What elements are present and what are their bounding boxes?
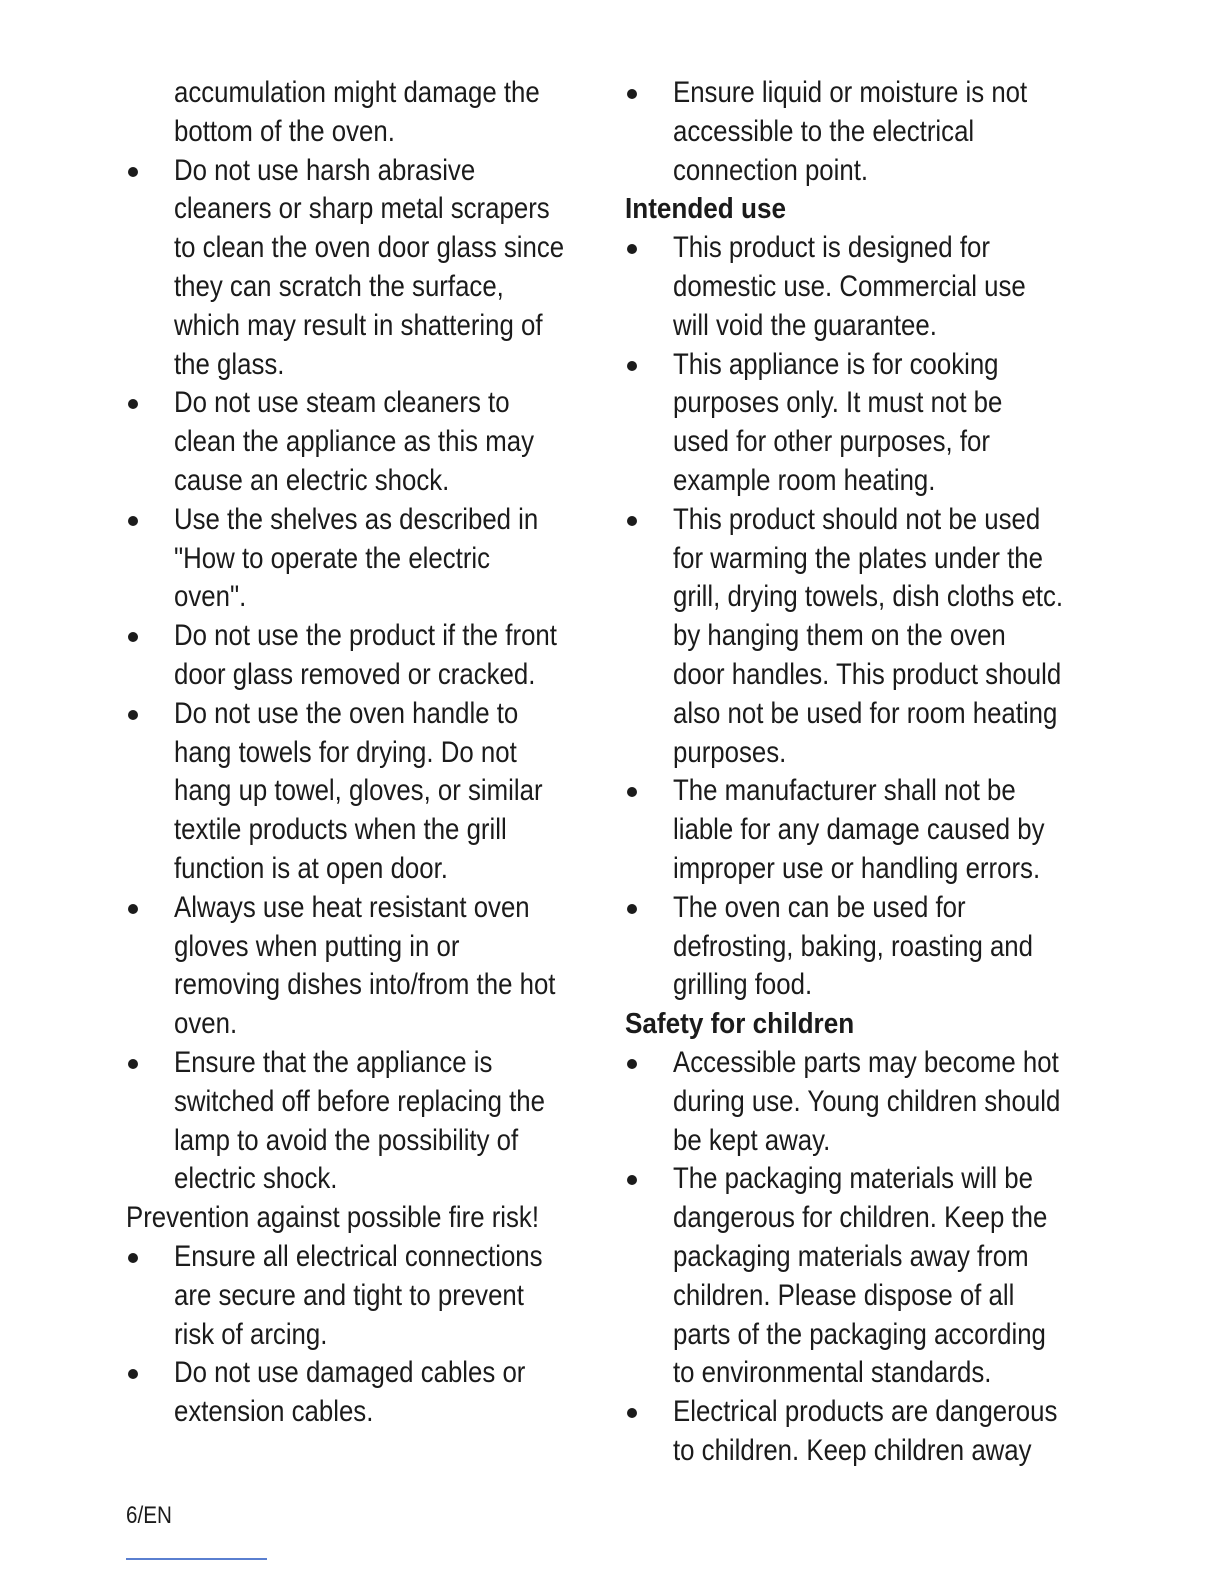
text-line: for warming the plates under the — [673, 541, 1044, 575]
list-item — [625, 1160, 1185, 1393]
text-line: to environmental standards. — [673, 1356, 992, 1390]
text-line: "How to operate the electric — [174, 541, 491, 575]
bullet-icon — [128, 1369, 138, 1379]
text-line: gloves when putting in or — [174, 929, 460, 963]
list-item — [126, 501, 646, 617]
text-line: by hanging them on the oven — [673, 619, 1006, 653]
page-number: 6/EN — [126, 1502, 172, 1529]
bullet-icon — [128, 1253, 138, 1263]
bullet-icon — [627, 787, 637, 797]
fire-risk-heading: Prevention against possible fire risk! — [126, 1201, 540, 1235]
text-line: Do not use steam cleaners to — [174, 386, 510, 420]
text-line: grill, drying towels, dish cloths etc. — [673, 580, 1064, 614]
bullet-icon — [128, 516, 138, 526]
text-line: Do not use damaged cables or — [174, 1356, 526, 1390]
list-item — [126, 617, 646, 695]
bullet-icon — [627, 1175, 637, 1185]
bullet-icon — [627, 1059, 637, 1069]
text-line: defrosting, baking, roasting and — [673, 929, 1034, 963]
text-line: to clean the oven door glass since — [174, 231, 565, 265]
text-line: they can scratch the surface, — [174, 269, 504, 303]
text-line: are secure and tight to prevent — [174, 1278, 524, 1312]
text-line: parts of the packaging according — [673, 1317, 1046, 1351]
bullet-icon — [627, 361, 637, 371]
text-line: hang towels for drying. Do not — [174, 735, 517, 769]
bullet-icon — [627, 244, 637, 254]
bullet-icon — [627, 516, 637, 526]
text-line: packaging materials away from — [673, 1239, 1029, 1273]
text-line: bottom of the oven. — [174, 114, 395, 148]
list-item — [126, 1238, 646, 1354]
list-item — [625, 1044, 1185, 1160]
text-line: to children. Keep children away — [673, 1433, 1032, 1467]
right-column — [625, 74, 1185, 1471]
list-item — [625, 889, 1185, 1005]
list-item — [126, 1354, 646, 1432]
continued-text — [174, 74, 646, 152]
bullet-icon — [627, 89, 637, 99]
bullet-list — [126, 152, 646, 1200]
list-item — [126, 695, 646, 889]
list-item — [126, 1044, 646, 1199]
text-line: domestic use. Commercial use — [673, 269, 1026, 303]
text-line: accessible to the electrical — [673, 114, 975, 148]
list-item — [625, 346, 1185, 501]
footer-rule — [126, 1558, 267, 1560]
text-line: Do not use the oven handle to — [174, 696, 519, 730]
text-line: This product should not be used — [673, 502, 1041, 536]
text-line: door glass removed or cracked. — [174, 657, 536, 691]
text-line: the glass. — [174, 347, 285, 381]
text-line: Do not use the product if the front — [174, 619, 557, 653]
text-line: Do not use harsh abrasive — [174, 153, 476, 187]
text-line: Ensure liquid or moisture is not — [673, 76, 1028, 109]
text-line: liable for any damage caused by — [673, 813, 1045, 847]
text-line: improper use or handling errors. — [673, 851, 1041, 885]
bullet-list — [625, 74, 1185, 190]
bullet-icon — [128, 904, 138, 914]
bullet-icon — [128, 399, 138, 409]
text-line: oven". — [174, 580, 247, 614]
bullet-icon — [128, 167, 138, 177]
text-line: grilling food. — [673, 968, 813, 1002]
text-line: purposes only. It must not be — [673, 386, 1003, 420]
text-line: purposes. — [673, 735, 787, 769]
text-line: electric shock. — [174, 1162, 338, 1196]
text-line: which may result in shattering of — [174, 308, 543, 342]
list-item — [126, 889, 646, 1044]
text-line: Accessible parts may become hot — [673, 1045, 1059, 1079]
text-line: hang up towel, gloves, or similar — [174, 774, 543, 808]
bullet-icon — [128, 1059, 138, 1069]
text-line: The packaging materials will be — [673, 1162, 1033, 1196]
text-line: connection point. — [673, 153, 869, 187]
text-line: switched off before replacing the — [174, 1084, 545, 1118]
text-line: example room heating. — [673, 463, 936, 497]
list-item — [625, 501, 1185, 773]
text-line: extension cables. — [174, 1395, 374, 1429]
text-line: Always use heat resistant oven — [174, 890, 530, 924]
text-line: children. Please dispose of all — [673, 1278, 1015, 1312]
text-line: dangerous for children. Keep the — [673, 1201, 1048, 1235]
text-line: cause an electric shock. — [174, 463, 450, 497]
text-line: door handles. This product should — [673, 657, 1062, 691]
text-line: removing dishes into/from the hot — [174, 968, 556, 1002]
text-line: textile products when the grill — [174, 813, 507, 847]
text-line: oven. — [174, 1007, 238, 1041]
intended-use-heading: Intended use — [625, 193, 786, 226]
text-line: This appliance is for cooking — [673, 347, 999, 381]
text-line: accumulation might damage the — [174, 76, 540, 109]
text-line: The oven can be used for — [673, 890, 966, 924]
list-item — [625, 772, 1185, 888]
text-line: during use. Young children should — [673, 1084, 1061, 1118]
text-line: used for other purposes, for — [673, 425, 990, 459]
bullet-icon — [627, 1408, 637, 1418]
text-line: Ensure that the appliance is — [174, 1045, 493, 1079]
text-line: lamp to avoid the possibility of — [174, 1123, 519, 1157]
text-line: Electrical products are dangerous — [673, 1395, 1058, 1429]
safety-children-heading: Safety for children — [625, 1008, 855, 1041]
list-item — [625, 74, 1185, 190]
text-line: The manufacturer shall not be — [673, 774, 1016, 808]
bullet-list — [126, 1238, 646, 1432]
text-line: clean the appliance as this may — [174, 425, 534, 459]
left-column — [126, 74, 646, 1432]
text-line: also not be used for room heating — [673, 696, 1058, 730]
text-line: cleaners or sharp metal scrapers — [174, 192, 550, 226]
text-line: function is at open door. — [174, 851, 448, 885]
list-item — [625, 229, 1185, 345]
text-line: Use the shelves as described in — [174, 502, 539, 536]
text-line: risk of arcing. — [174, 1317, 328, 1351]
list-item — [126, 384, 646, 500]
text-line: Ensure all electrical connections — [174, 1239, 543, 1273]
bullet-icon — [128, 710, 138, 720]
list-item — [126, 152, 646, 385]
text-line: be kept away. — [673, 1123, 831, 1157]
bullet-list — [625, 229, 1185, 1005]
list-item — [625, 1393, 1185, 1471]
text-line: This product is designed for — [673, 231, 990, 265]
bullet-list — [625, 1044, 1185, 1471]
text-line: will void the guarantee. — [673, 308, 937, 342]
bullet-icon — [627, 904, 637, 914]
bullet-icon — [128, 632, 138, 642]
